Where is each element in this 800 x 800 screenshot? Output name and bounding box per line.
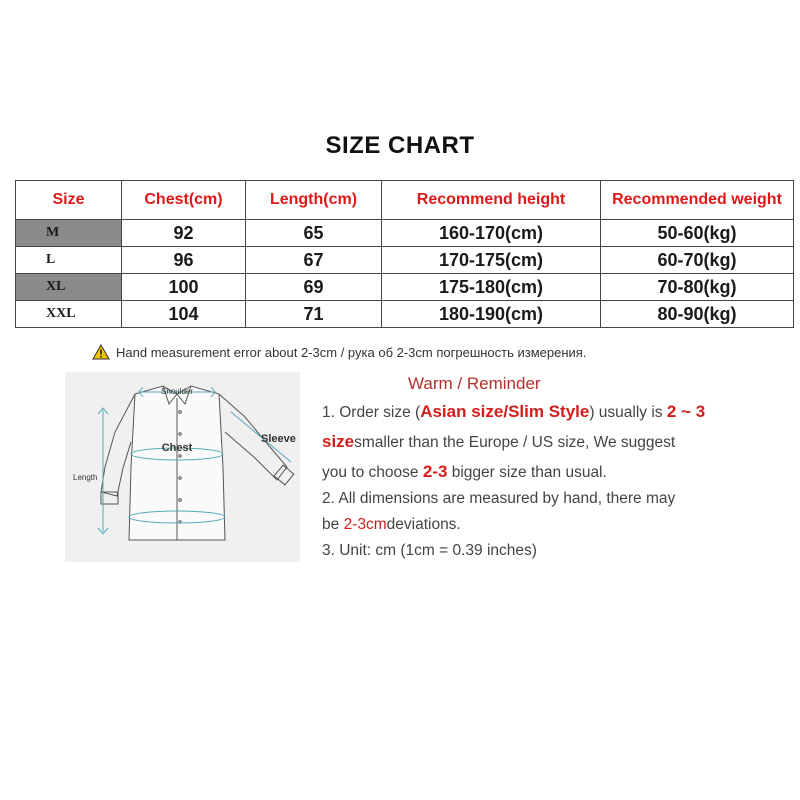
header-height: Recommend height bbox=[382, 181, 601, 220]
chest-cell: 104 bbox=[122, 301, 246, 328]
table-header-row bbox=[16, 181, 794, 220]
weight-cell: 80-90(kg) bbox=[601, 301, 794, 328]
shoulder-label: Shoulder bbox=[160, 387, 194, 396]
size-cell: L bbox=[16, 247, 122, 274]
shirt-icon bbox=[65, 372, 310, 562]
reminder-highlight: Asian size/Slim Style bbox=[420, 402, 590, 421]
reminder-line-4: 2. All dimensions are measured by hand, there may bbox=[322, 490, 676, 507]
warning-icon bbox=[92, 344, 110, 360]
size-table bbox=[15, 180, 794, 328]
weight-cell: 70-80(kg) bbox=[601, 274, 794, 301]
header-weight: Recommended weight bbox=[601, 181, 794, 220]
length-cell: 69 bbox=[246, 274, 382, 301]
reminder-text: 1. Order size ( bbox=[322, 404, 421, 421]
table-row bbox=[16, 274, 794, 301]
reminder-text: smaller than the Europe / US size, We suggest bbox=[354, 434, 676, 451]
reminder-line-6: 3. Unit: cm (1cm = 0.39 inches) bbox=[322, 542, 537, 559]
chest-cell: 100 bbox=[122, 274, 246, 301]
weight-cell: 60-70(kg) bbox=[601, 247, 794, 274]
header-length: Length(cm) bbox=[246, 181, 382, 220]
chest-cell: 92 bbox=[122, 220, 246, 247]
table-row bbox=[16, 247, 794, 274]
size-cell: M bbox=[16, 220, 122, 247]
reminder-box bbox=[300, 368, 720, 570]
table-row bbox=[16, 220, 794, 247]
reminder-highlight: 2-3 bbox=[422, 462, 448, 481]
height-cell: 180-190(cm) bbox=[382, 301, 601, 328]
reminder-title: Warm / Reminder bbox=[408, 374, 541, 393]
length-label: Length bbox=[73, 473, 98, 482]
length-cell: 71 bbox=[246, 301, 382, 328]
size-cell: XL bbox=[16, 274, 122, 301]
reminder-highlight: 2-3cm bbox=[343, 516, 387, 533]
reminder-text: ) usually is bbox=[589, 404, 667, 421]
reminder-line-1 bbox=[322, 402, 705, 422]
chest-label: Chest bbox=[161, 442, 193, 454]
reminder-text: bigger size than usual. bbox=[447, 464, 607, 481]
length-cell: 65 bbox=[246, 220, 382, 247]
reminder-line-2 bbox=[322, 432, 675, 452]
height-cell: 175-180(cm) bbox=[382, 274, 601, 301]
header-size: Size bbox=[16, 181, 122, 220]
size-cell: XXL bbox=[16, 301, 122, 328]
length-cell: 67 bbox=[246, 247, 382, 274]
reminder-highlight: size bbox=[322, 432, 355, 451]
reminder-text: deviations. bbox=[386, 516, 461, 533]
page-title: SIZE CHART bbox=[325, 132, 475, 159]
height-cell: 170-175(cm) bbox=[382, 247, 601, 274]
chest-cell: 96 bbox=[122, 247, 246, 274]
header-chest: Chest(cm) bbox=[122, 181, 246, 220]
reminder-line-3 bbox=[322, 462, 607, 482]
note-text: Hand measurement error about 2-3cm / рука об 2-3cm погрешность измерения. bbox=[116, 344, 587, 360]
measurement-note bbox=[92, 344, 586, 360]
weight-cell: 50-60(kg) bbox=[601, 220, 794, 247]
reminder-line-5 bbox=[322, 516, 461, 534]
shirt-measurement-diagram bbox=[65, 372, 310, 562]
reminder-highlight: 2 ~ 3 bbox=[666, 402, 706, 421]
reminder-text: you to choose bbox=[322, 464, 423, 481]
height-cell: 160-170(cm) bbox=[382, 220, 601, 247]
sleeve-label: Sleeve bbox=[261, 433, 296, 445]
reminder-text: be bbox=[322, 516, 344, 533]
table-row bbox=[16, 301, 794, 328]
